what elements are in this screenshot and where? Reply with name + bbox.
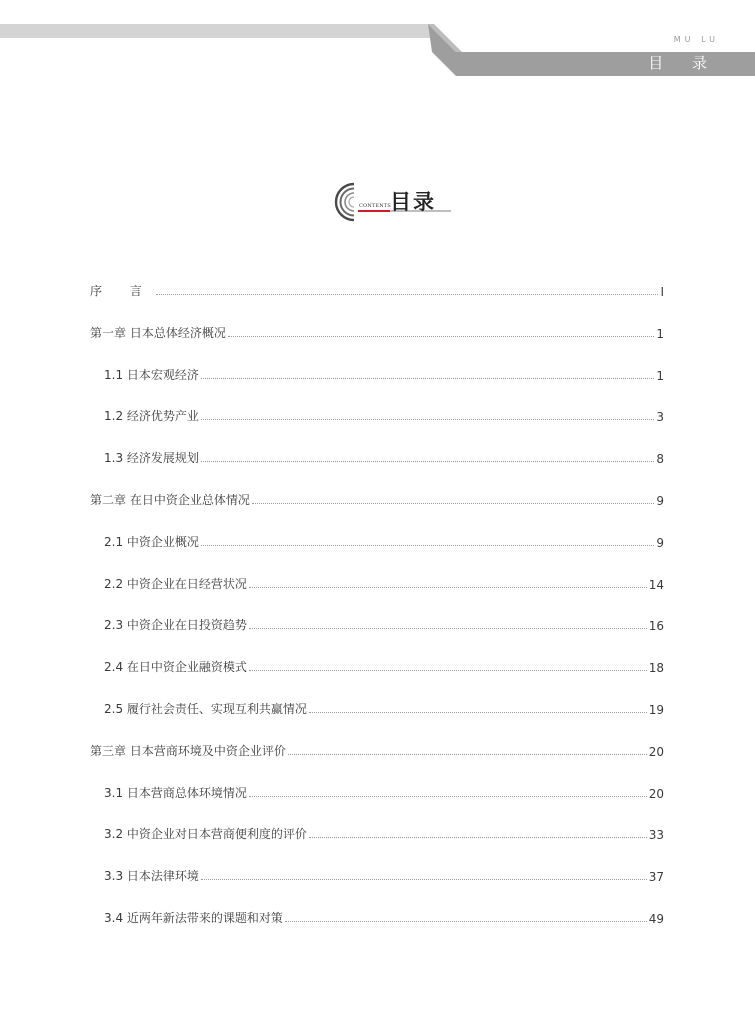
toc-dot-leader	[285, 920, 647, 922]
toc-page-number: 18	[648, 661, 664, 675]
toc-page-number: 8	[656, 452, 664, 466]
toc-entry-title: 1.1 日本宏观经济	[104, 368, 199, 382]
toc-page-number: 19	[648, 703, 664, 717]
toc-dot-leader	[156, 293, 659, 295]
toc-row[interactable]	[90, 279, 664, 299]
toc-entry-title: 第一章 日本总体经济概况	[90, 326, 226, 340]
toc-row[interactable]	[104, 530, 664, 550]
toc-dot-leader	[201, 418, 654, 420]
toc-dot-leader	[309, 711, 647, 713]
toc-row[interactable]	[90, 739, 664, 759]
header-band-light	[0, 24, 432, 38]
toc-entry-title: 1.2 经济优势产业	[104, 409, 199, 423]
toc-row[interactable]	[104, 906, 664, 926]
toc-entry-title: 2.1 中资企业概况	[104, 535, 199, 549]
toc-entry-title: 序 言	[90, 284, 154, 298]
header-section-label: 目 录	[648, 54, 719, 72]
page-title: 目录	[390, 190, 436, 214]
toc-page-number: 20	[648, 745, 664, 759]
header-mulu-text: MU LU	[673, 35, 719, 44]
toc-page-number: 37	[648, 870, 664, 884]
toc-dot-leader	[288, 753, 647, 755]
toc-row[interactable]	[104, 655, 664, 675]
toc-title-block	[330, 180, 460, 224]
toc-page-number: 16	[648, 619, 664, 633]
toc-page-number: I	[660, 285, 664, 299]
toc-page-number: 33	[648, 828, 664, 842]
toc-dot-leader	[228, 335, 655, 337]
toc-dot-leader	[249, 627, 647, 629]
toc-page-number: 9	[656, 536, 664, 550]
toc-page-number: 49	[648, 912, 664, 926]
toc-page-number: 9	[656, 494, 664, 508]
toc-page-number: 1	[656, 369, 664, 383]
toc-row[interactable]	[104, 613, 664, 633]
toc-row[interactable]	[104, 404, 664, 424]
toc-entry-title: 2.4 在日中资企业融资模式	[104, 660, 247, 674]
toc-row[interactable]	[104, 781, 664, 801]
toc-dot-leader	[252, 502, 655, 504]
toc-dot-leader	[201, 377, 654, 379]
toc-entry-title: 2.5 履行社会责任、实现互利共赢情况	[104, 702, 307, 716]
toc-dot-leader	[249, 795, 647, 797]
toc-dot-leader	[201, 460, 654, 462]
toc-row[interactable]	[90, 488, 664, 508]
toc-dot-leader	[249, 586, 647, 588]
toc-entry-title: 3.3 日本法律环境	[104, 869, 199, 883]
toc-entry-title: 3.1 日本营商总体环境情况	[104, 786, 247, 800]
toc-entry-title: 2.3 中资企业在日投资趋势	[104, 618, 247, 632]
toc-row[interactable]	[104, 572, 664, 592]
toc-dot-leader	[309, 836, 647, 838]
toc-row[interactable]	[104, 864, 664, 884]
toc-entry-title: 第二章 在日中资企业总体情况	[90, 493, 250, 507]
toc-row[interactable]	[104, 446, 664, 466]
toc-entry-title: 3.2 中资企业对日本营商便利度的评价	[104, 827, 307, 841]
toc-entry-title: 2.2 中资企业在日经营状况	[104, 577, 247, 591]
toc-row[interactable]	[104, 697, 664, 717]
contents-subtitle: CONTENTS	[359, 203, 392, 209]
toc-row[interactable]	[104, 822, 664, 842]
toc-dot-leader	[249, 669, 647, 671]
toc-entry-title: 3.4 近两年新法带来的课题和对策	[104, 911, 283, 925]
toc-page-number: 14	[648, 578, 664, 592]
toc-entry-title: 第三章 日本营商环境及中资企业评价	[90, 744, 286, 758]
toc-page-number: 1	[656, 327, 664, 341]
toc-page-number: 20	[648, 787, 664, 801]
toc-dot-leader	[201, 544, 654, 546]
toc-page-number: 3	[656, 410, 664, 424]
toc-row[interactable]	[90, 321, 664, 341]
toc-dot-leader	[201, 878, 647, 880]
header-band	[0, 0, 755, 80]
toc-entry-title: 1.3 经济发展规划	[104, 451, 199, 465]
toc-row[interactable]	[104, 363, 664, 383]
